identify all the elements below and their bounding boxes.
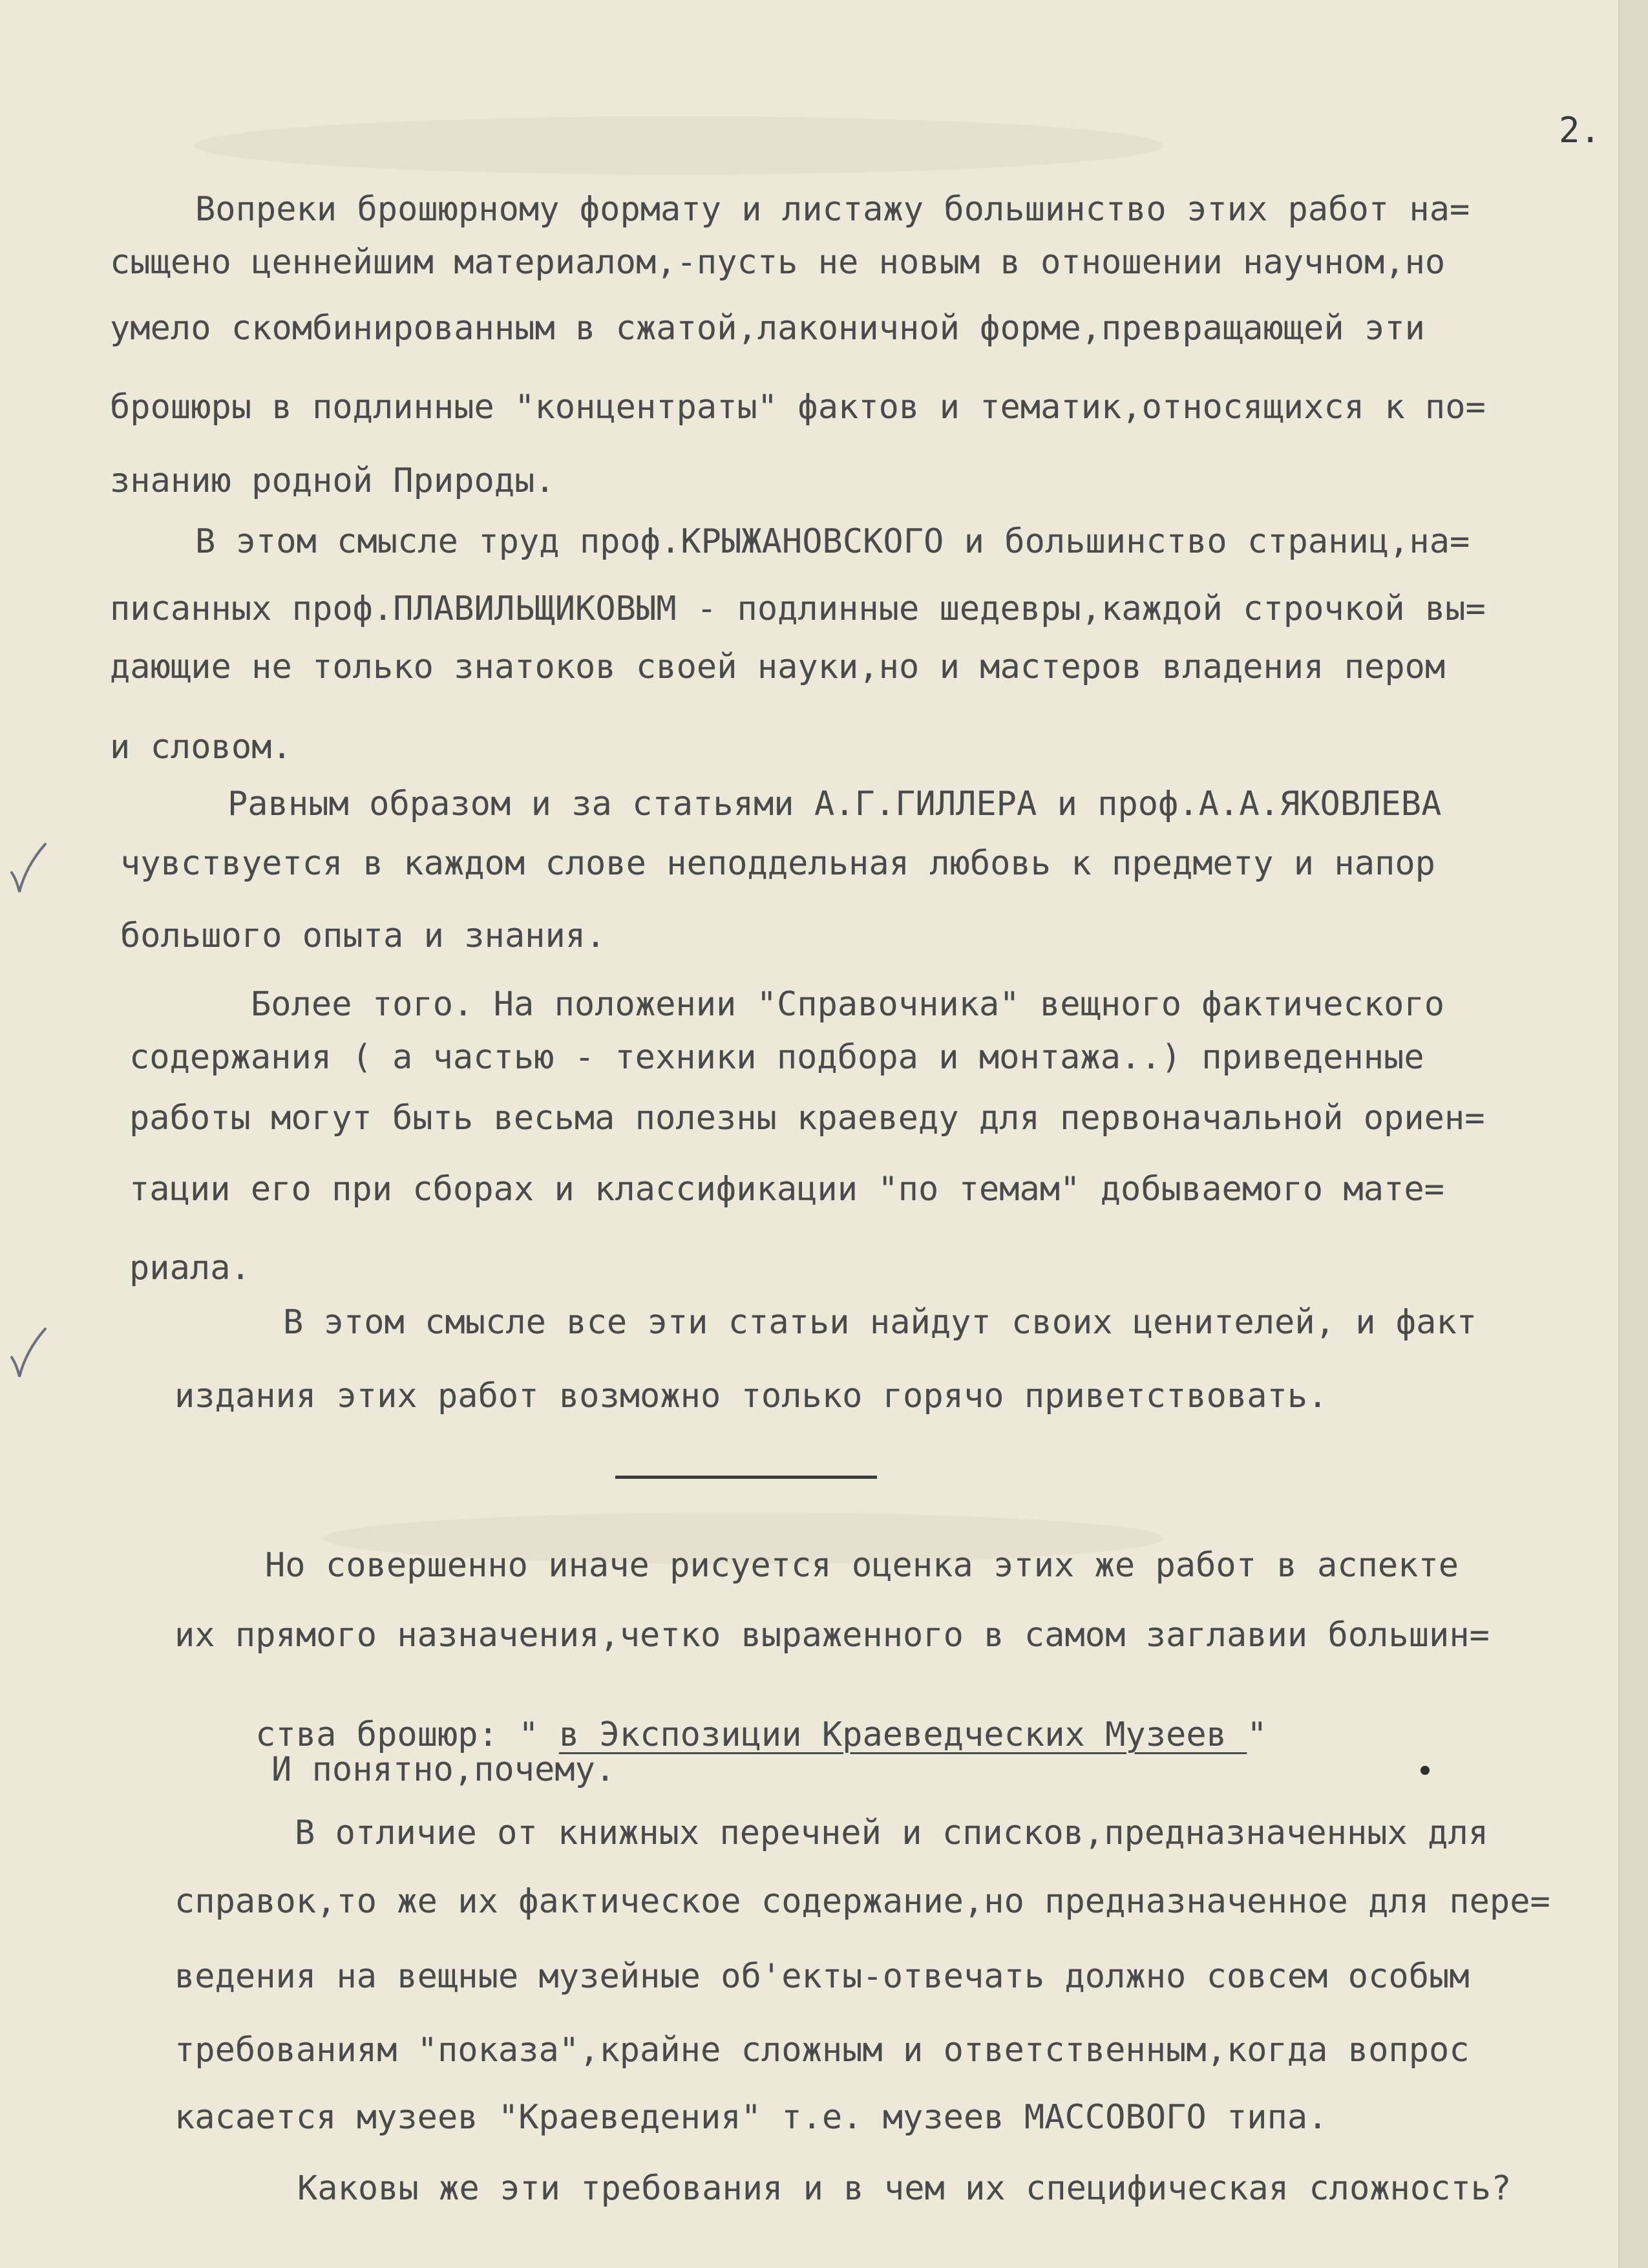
body-line: их прямого назначения,четко выраженного в самом заглавии большин=	[174, 1616, 1490, 1655]
body-line-suffix: "	[1247, 1715, 1267, 1754]
body-line: большого опыта и знания.	[120, 917, 606, 955]
body-line: В отличие от книжных перечней и списков,предназначенных для	[295, 1814, 1489, 1852]
body-line: сыщено ценнейшим материалом,-пусть не новым в отношении научном,но	[110, 243, 1446, 282]
body-line: работы могут быть весьма полезны краеведу для первоначальной ориен=	[129, 1099, 1485, 1138]
body-line-prefix: ства брошюр: "	[255, 1715, 559, 1754]
body-line: Но совершенно иначе рисуется оценка этих же работ в аспекте	[265, 1546, 1459, 1585]
ink-dot	[1421, 1766, 1430, 1775]
body-line: ведения на вещные музейные об'екты-отвечать должно совсем особым	[174, 1957, 1470, 1996]
body-line: Вопреки брошюрному формату и листажу большинство этих работ на=	[195, 190, 1470, 229]
body-line: Более того. На положении "Справочника" вещного фактического	[251, 985, 1445, 1024]
body-line: брошюры в подлинные "концентраты" фактов и тематик,относящихся к по=	[110, 388, 1486, 427]
body-line: риала.	[129, 1249, 251, 1288]
body-line: Каковы же эти требования и в чем их специфическая сложность?	[297, 2169, 1512, 2208]
body-line: В этом смысле все эти статьи найдут своих ценителей, и факт	[283, 1303, 1477, 1342]
section-divider	[615, 1476, 877, 1479]
body-line: писанных проф.ПЛАВИЛЬЩИКОВЫМ - подлинные шедевры,каждой строчкой вы=	[110, 589, 1486, 628]
body-line: и словом.	[110, 728, 292, 767]
body-line: издания этих работ возможно только горячо приветствовать.	[174, 1377, 1328, 1415]
body-line: дающие не только знатоков своей науки,но и мастеров владения пером	[110, 648, 1446, 686]
body-line: чувствуется в каждом слове неподдельная любовь к предмету и напор	[120, 844, 1435, 883]
margin-check-mark	[9, 840, 48, 898]
body-line: Равным образом и за статьями А.Г.ГИЛЛЕРА и проф.А.А.ЯКОВЛЕВА	[227, 785, 1442, 823]
body-line: содержания ( а частью - техники подбора и монтажа..) приведенные	[129, 1038, 1424, 1077]
body-line: В этом смысле труд проф.КРЫЖАНОВСКОГО и большинство страниц,на=	[195, 522, 1470, 561]
paper-stain	[194, 116, 1163, 175]
margin-check-mark	[9, 1325, 48, 1383]
body-line: справок,то же их фактическое содержание,но предназначенное для пере=	[174, 1882, 1550, 1921]
paper-edge	[1618, 0, 1648, 2268]
body-line: касается музеев "Краеведения" т.е. музеев МАССОВОГО типа.	[174, 2098, 1328, 2137]
body-line: требованиям "показа",крайне сложным и ответственным,когда вопрос	[174, 2031, 1470, 2070]
body-line: умело скомбинированным в сжатой,лаконичной форме,превращающей эти	[110, 309, 1425, 348]
page-number: 2.	[1559, 110, 1601, 151]
brochure-title-underlined: в Экспозиции Краеведческих Музеев	[558, 1715, 1247, 1754]
body-line: И понятно,почему.	[271, 1750, 616, 1789]
body-line: тации его при сборах и классификации "по темам" добываемого мате=	[129, 1170, 1444, 1209]
body-line: знанию родной Природы.	[110, 461, 555, 500]
